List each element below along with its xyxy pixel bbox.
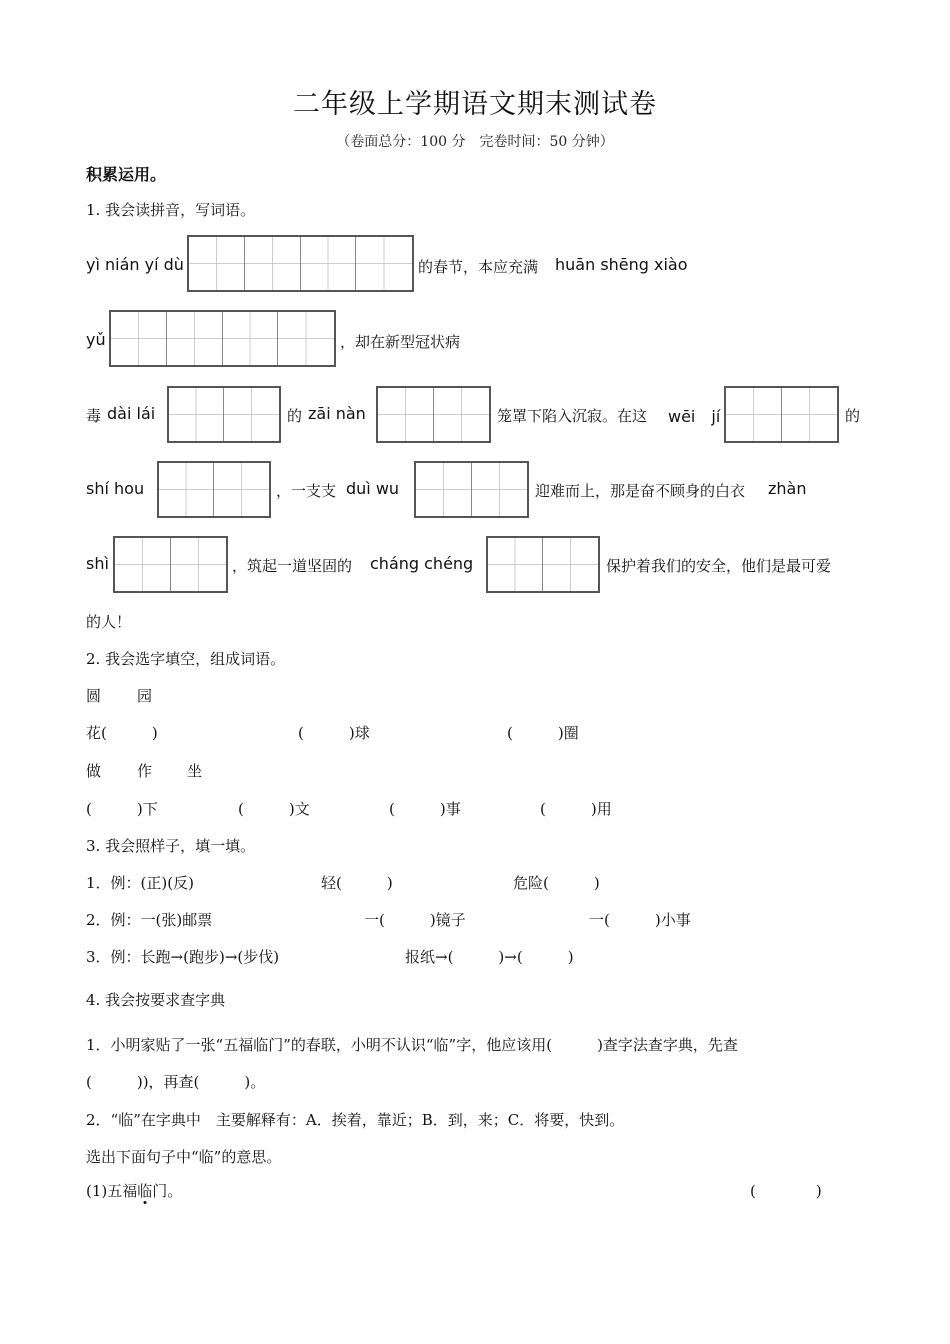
q4-sentence: (1)五福临门。 xyxy=(86,1182,183,1200)
pinyin-shi: shì xyxy=(86,554,109,573)
text-fragment: 的春节，本应充满 xyxy=(418,258,539,276)
text-fragment: 笼罩下陷入沉寂。在这 xyxy=(497,407,648,425)
example-text: 1．例：(正)(反) xyxy=(86,874,194,892)
writing-grid-4[interactable] xyxy=(187,235,414,292)
writing-grid-2[interactable] xyxy=(486,536,600,593)
fill-blank-item[interactable]: ( )球 xyxy=(298,724,370,742)
answer-blank[interactable]: ( ) xyxy=(750,1182,822,1200)
fill-blank-item[interactable]: 一( )小事 xyxy=(589,911,691,929)
text-fragment: ，却在新型冠状病 xyxy=(340,333,461,351)
fill-blank-item[interactable]: 报纸→( )→( ) xyxy=(405,948,574,966)
writing-grid-4[interactable] xyxy=(109,310,336,367)
writing-grid-2[interactable] xyxy=(167,386,281,443)
q2-prompt: 2. 我会选字填空，组成词语。 xyxy=(86,650,286,668)
example-text: 2．例：一(张)邮票 xyxy=(86,911,213,929)
text-fragment: ，一支支 xyxy=(276,482,337,500)
q3-prompt: 3. 我会照样子，填一填。 xyxy=(86,837,256,855)
char-option: 做 xyxy=(86,762,102,780)
fill-blank-item[interactable]: ( )圈 xyxy=(507,724,579,742)
pinyin-wei-ji: wēi jí xyxy=(668,407,721,426)
pinyin-dui-wu: duì wu xyxy=(346,479,400,498)
text-fragment: 的 xyxy=(287,407,303,425)
fill-blank-item[interactable]: ( )事 xyxy=(389,800,461,818)
fill-blank-item[interactable]: 花( ) xyxy=(86,724,158,742)
writing-grid-2[interactable] xyxy=(414,461,529,518)
pinyin-zai-nan: zāi nàn xyxy=(308,404,366,423)
char-option: 园 xyxy=(137,687,153,705)
pinyin-chang-cheng: cháng chéng xyxy=(370,554,474,573)
text-fragment: 毒 xyxy=(86,407,102,425)
text-fragment: 保护着我们的安全，他们是最可爱 xyxy=(606,557,832,575)
writing-grid-2[interactable] xyxy=(376,386,491,443)
q4-line: 选出下面句子中“临”的意思。 xyxy=(86,1148,282,1166)
writing-grid-2[interactable] xyxy=(724,386,839,443)
char-option: 圆 xyxy=(86,687,102,705)
pinyin-yi-nian-yi-du: yì nián yí dù xyxy=(86,255,184,274)
writing-grid-2[interactable] xyxy=(157,461,271,518)
page-subtitle: （卷面总分：100 分 完卷时间：50 分钟） xyxy=(336,134,614,150)
page-title: 二年级上学期语文期末测试卷 xyxy=(293,89,657,120)
writing-grid-2[interactable] xyxy=(113,536,228,593)
pinyin-dai-lai: dài lái xyxy=(107,404,156,423)
char-option: 坐 xyxy=(187,762,203,780)
text-fragment: 的人！ xyxy=(86,613,132,631)
text-fragment: 迎难而上，那是奋不顾身的白衣 xyxy=(535,482,746,500)
pinyin-zhan: zhàn xyxy=(768,479,807,498)
fill-blank-item[interactable]: 危险( ) xyxy=(513,874,600,892)
q4-prompt: 4. 我会按要求查字典 xyxy=(86,991,226,1009)
q4-line: 2．“临”在字典中 主要解释有：A．挨着，靠近；B．到，来；C．将要，快到。 xyxy=(86,1111,625,1129)
fill-blank-item[interactable]: ( )下 xyxy=(86,800,158,818)
emphasis-char: 临 xyxy=(137,1182,153,1200)
pinyin-huan-sheng-xiao: huān shēng xiào xyxy=(555,255,688,274)
text-fragment: 的 xyxy=(845,407,861,425)
section-heading: 积累运用。 xyxy=(86,165,167,184)
text-fragment: ，筑起一道坚固的 xyxy=(232,557,353,575)
fill-blank-item[interactable]: ( )文 xyxy=(238,800,310,818)
fill-blank-item[interactable]: ( )用 xyxy=(540,800,612,818)
q4-line: ( ))，再查( )。 xyxy=(86,1073,266,1091)
pinyin-yu: yǔ xyxy=(86,330,106,349)
fill-blank-item[interactable]: 轻( ) xyxy=(321,874,393,892)
q4-line: 1．小明家贴了一张“五福临门”的春联，小明不认识“临”字，他应该用( )查字法查字典，先查 xyxy=(86,1036,738,1054)
pinyin-shi-hou: shí hou xyxy=(86,479,145,498)
q1-prompt: 1. 我会读拼音，写词语。 xyxy=(86,201,256,219)
example-text: 3．例：长跑→(跑步)→(步伐) xyxy=(86,948,280,966)
char-option: 作 xyxy=(137,762,153,780)
fill-blank-item[interactable]: 一( )镜子 xyxy=(364,911,466,929)
